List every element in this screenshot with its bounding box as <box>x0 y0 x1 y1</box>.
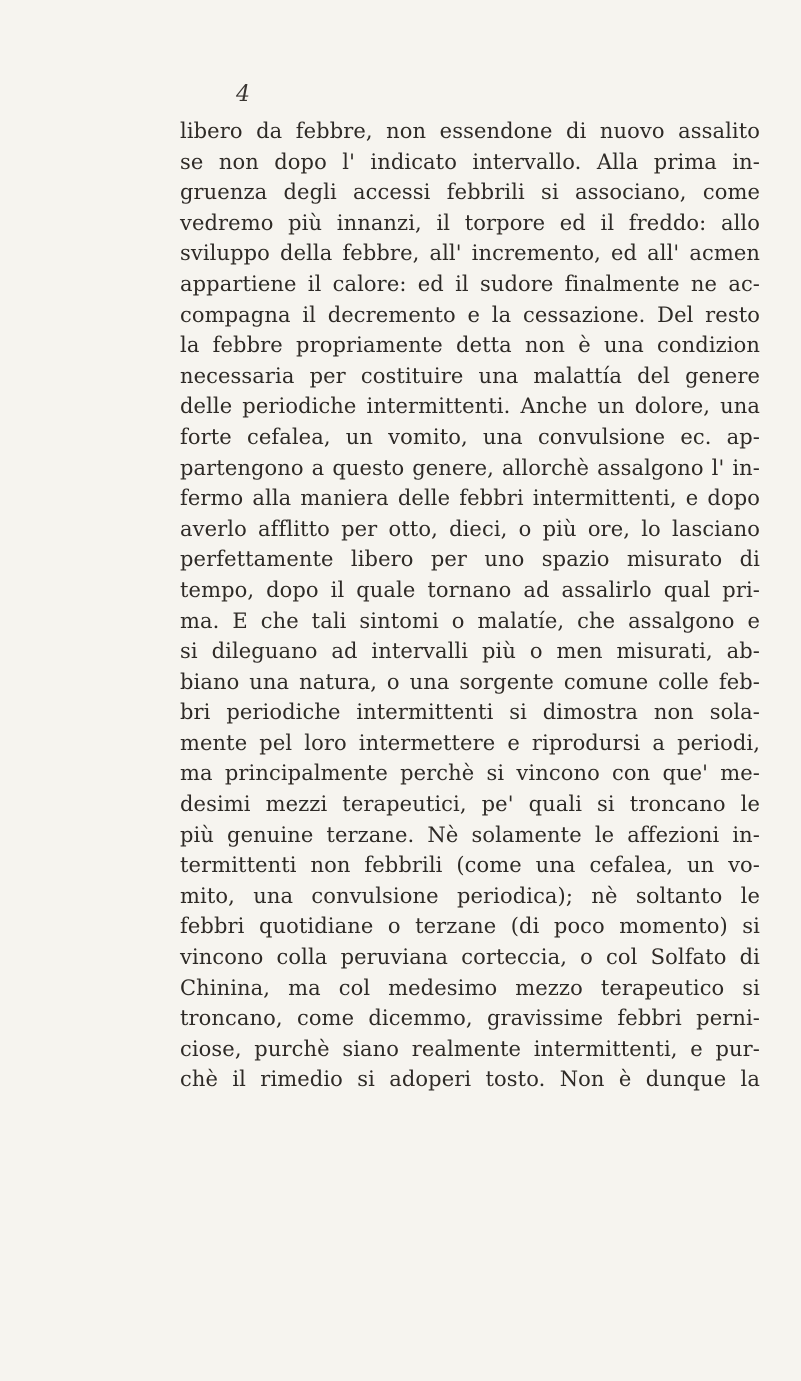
text-line: più genuine terzane. Nè solamente le affezioni in- <box>180 822 760 847</box>
text-line: biano una natura, o una sorgente comune colle feb- <box>180 669 760 694</box>
text-line: ma. E che tali sintomi o malatíe, che assalgono e <box>180 608 760 633</box>
text-line: tempo, dopo il quale tornano ad assalirlo qual pri- <box>180 577 760 602</box>
text-line: necessaria per costituire una malattía del genere <box>180 363 760 388</box>
text-line: Chinina, ma col medesimo mezzo terapeutico si <box>180 975 760 1000</box>
text-line: averlo afflitto per otto, dieci, o più ore, lo lasciano <box>180 516 760 541</box>
page-number: 4 <box>236 82 250 107</box>
text-line: chè il rimedio si adoperi tosto. Non è dunque la <box>180 1067 760 1092</box>
text-line: desimi mezzi terapeutici, pe' quali si troncano le <box>180 792 760 817</box>
text-line: appartiene il calore: ed il sudore finalmente ne ac- <box>180 271 760 296</box>
text-line: perfettamente libero per uno spazio misurato di <box>180 547 760 572</box>
text-line: si dileguano ad intervalli più o men misurati, ab- <box>180 639 760 664</box>
body-text <box>180 116 760 1095</box>
text-line: ciose, purchè siano realmente intermittenti, e pur- <box>180 1036 760 1061</box>
text-line: partengono a questo genere, allorchè assalgono l' in- <box>180 455 760 480</box>
text-line: forte cefalea, un vomito, una convulsione ec. ap- <box>180 424 760 449</box>
text-line: la febbre propriamente detta non è una condizion <box>180 333 760 358</box>
text-line: mito, una convulsione periodica); nè soltanto le <box>180 883 760 908</box>
text-line: troncano, come dicemmo, gravissime febbri perni- <box>180 1006 760 1031</box>
text-line: vincono colla peruviana corteccia, o col Solfato di <box>180 945 760 970</box>
text-line: se non dopo l' indicato intervallo. Alla prima in- <box>180 149 760 174</box>
text-line: vedremo più innanzi, il torpore ed il freddo: allo <box>180 210 760 235</box>
text-line: mente pel loro intermettere e riprodursi a periodi, <box>180 730 760 755</box>
text-line: compagna il decremento e la cessazione. Del resto <box>180 302 760 327</box>
text-line: febbri quotidiane o terzane (di poco momento) si <box>180 914 760 939</box>
text-line: termittenti non febbrili (come una cefalea, un vo- <box>180 853 760 878</box>
text-line: fermo alla maniera delle febbri intermittenti, e dopo <box>180 486 760 511</box>
text-line: sviluppo della febbre, all' incremento, ed all' acmen <box>180 241 760 266</box>
text-line: libero da febbre, non essendone di nuovo assalito <box>180 119 760 143</box>
text-line: delle periodiche intermittenti. Anche un dolore, una <box>180 394 760 419</box>
text-line: bri periodiche intermittenti si dimostra non sola- <box>180 700 760 725</box>
text-line: ma principalmente perchè si vincono con que' me- <box>180 761 760 786</box>
text-line: gruenza degli accessi febbrili si associano, come <box>180 180 760 205</box>
